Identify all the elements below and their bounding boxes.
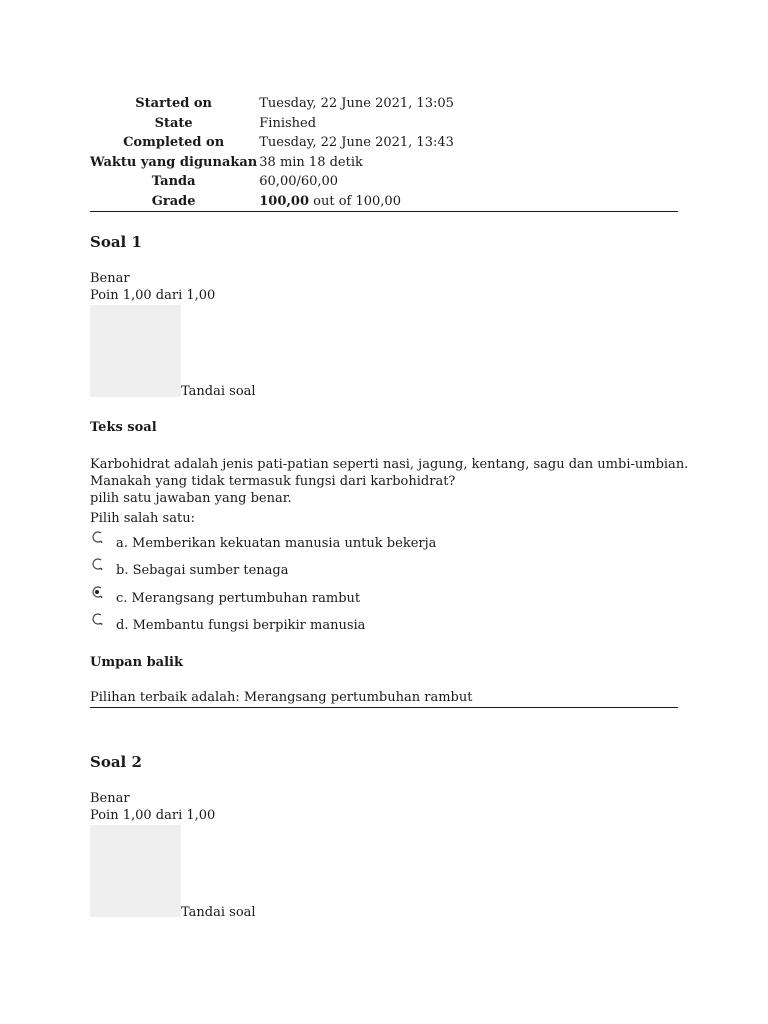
summary-row	[90, 94, 678, 114]
summary-label: State	[154, 115, 193, 131]
question-1-points: Poin 1,00 dari 1,00	[90, 288, 216, 303]
flag-icon[interactable]	[90, 305, 181, 397]
question-2-flag-label[interactable]: Tandai soal	[181, 905, 256, 920]
grade-score: 100,00	[259, 193, 310, 209]
answer-option-b[interactable]	[90, 557, 590, 577]
answer-option-c[interactable]	[90, 585, 590, 605]
attempt-summary-table	[90, 94, 678, 212]
question-1-text-line: pilih satu jawaban yang benar.	[90, 491, 292, 506]
question-1-title: Soal 1	[90, 233, 142, 251]
question-1-flag-label[interactable]: Tandai soal	[181, 384, 256, 399]
answer-option-label: d. Membantu fungsi berpikir manusia	[116, 618, 366, 633]
summary-divider	[90, 211, 678, 212]
radio-checked-icon[interactable]	[90, 585, 104, 599]
summary-row	[90, 172, 678, 192]
answer-option-label: c. Merangsang pertumbuhan rambut	[116, 591, 361, 606]
summary-value: 60,00/60,00	[259, 174, 339, 190]
radio-unchecked-icon[interactable]	[90, 557, 104, 571]
summary-label: Tanda	[151, 174, 196, 190]
question-1-status: Benar	[90, 271, 130, 286]
summary-label: Completed on	[123, 135, 225, 151]
radio-unchecked-icon[interactable]	[90, 612, 104, 626]
question-2-title: Soal 2	[90, 753, 142, 771]
grade-max: out of 100,00	[309, 193, 401, 209]
summary-row	[90, 153, 678, 173]
summary-value: Tuesday, 22 June 2021, 13:43	[259, 135, 454, 151]
answer-option-label: b. Sebagai sumber tenaga	[116, 563, 289, 578]
summary-row	[90, 114, 678, 134]
question-1-divider	[90, 707, 678, 708]
flag-icon[interactable]	[90, 825, 181, 917]
question-1-text-line: Karbohidrat adalah jenis pati-patian seperti nasi, jagung, kentang, sagu dan umbi-umbian.	[90, 457, 689, 472]
answer-option-label: a. Memberikan kekuatan manusia untuk bekerja	[116, 536, 437, 551]
answer-option-a[interactable]	[90, 530, 590, 550]
question-2-points: Poin 1,00 dari 1,00	[90, 808, 216, 823]
question-1-feedback-heading: Umpan balik	[90, 655, 183, 670]
summary-row	[90, 133, 678, 153]
question-1-prompt: Pilih salah satu:	[90, 511, 195, 526]
summary-value: Finished	[259, 115, 317, 131]
answer-option-d[interactable]	[90, 612, 590, 632]
question-2-status: Benar	[90, 791, 130, 806]
summary-value: 38 min 18 detik	[259, 154, 363, 170]
summary-label: Started on	[135, 96, 212, 111]
summary-label: Waktu yang digunakan	[90, 154, 258, 170]
summary-row-grade	[90, 192, 678, 212]
radio-unchecked-icon[interactable]	[90, 530, 104, 544]
grade-value	[257, 192, 678, 212]
question-1-feedback-text: Pilihan terbaik adalah: Merangsang pertumbuhan rambut	[90, 690, 473, 705]
summary-value: Tuesday, 22 June 2021, 13:05	[259, 96, 454, 111]
question-1-text-heading: Teks soal	[90, 420, 157, 435]
grade-label: Grade	[151, 193, 196, 209]
question-1-text-line: Manakah yang tidak termasuk fungsi dari karbohidrat?	[90, 474, 456, 489]
